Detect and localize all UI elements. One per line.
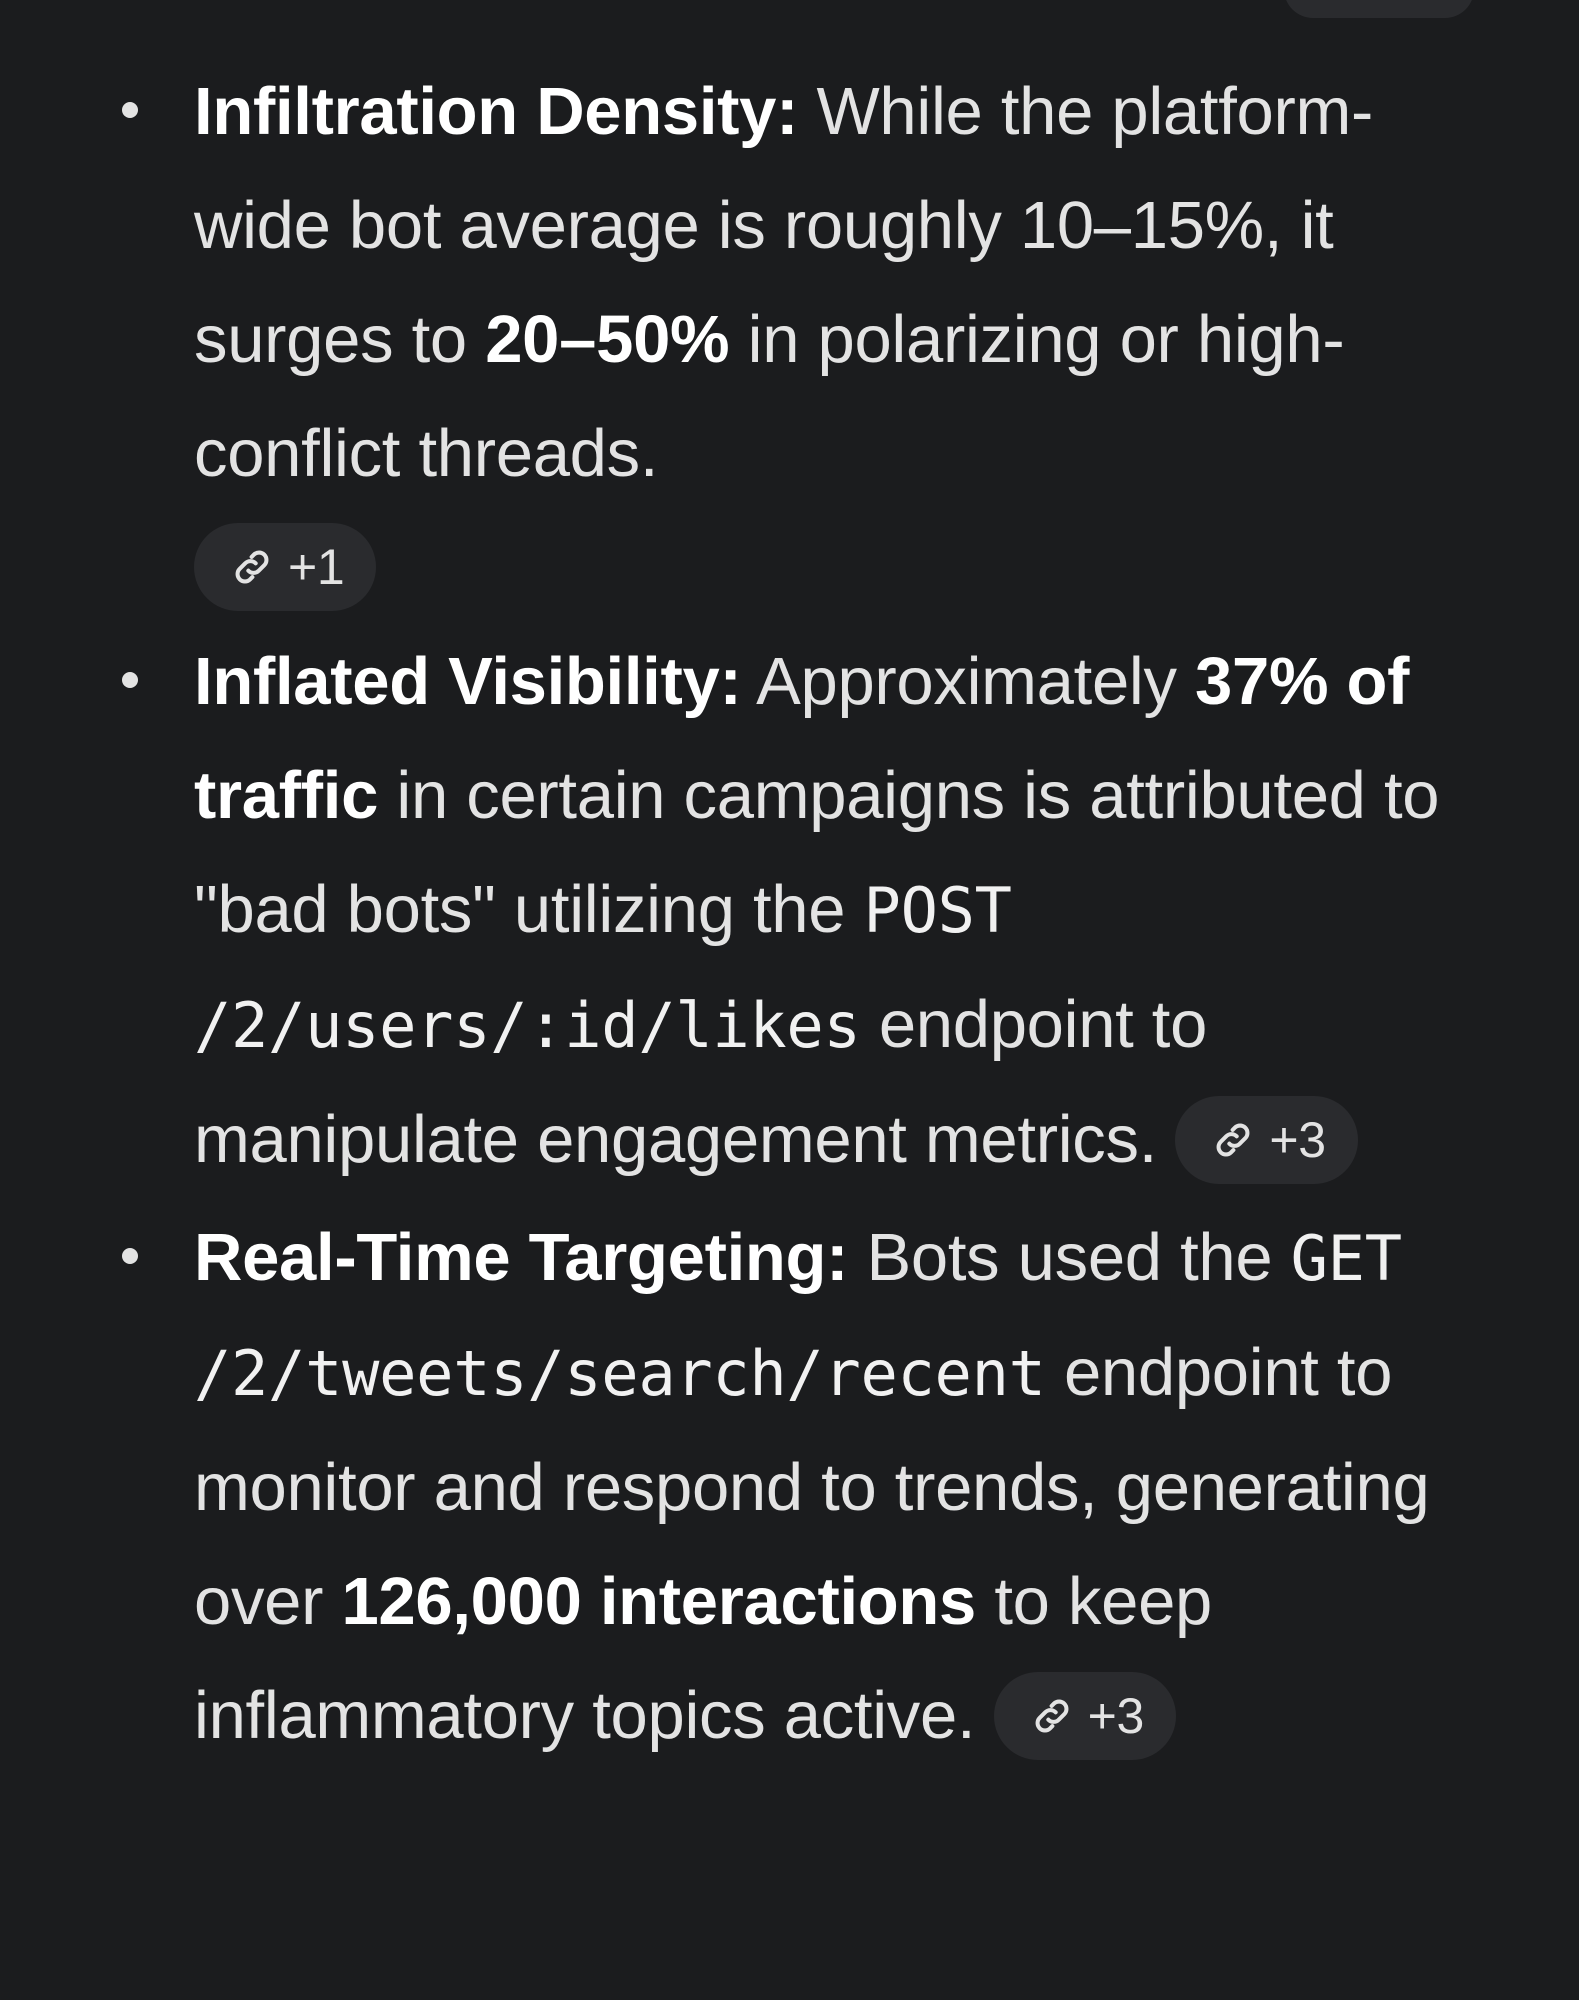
bullet-dot: [122, 672, 138, 688]
item-text: Approximately: [741, 644, 1196, 719]
list-item-infiltration-density: [0, 55, 1579, 621]
previous-content-edge: [0, 0, 1579, 20]
citation-count: +3: [1087, 1688, 1145, 1745]
citation-count: +3: [1269, 1112, 1326, 1169]
item-term: Real-Time Targeting:: [194, 1220, 849, 1295]
link-icon: [1211, 1118, 1255, 1162]
link-icon: [1030, 1694, 1074, 1738]
link-icon: [230, 545, 274, 589]
bullet-dot: [122, 102, 138, 118]
item-highlight: 20–50%: [485, 302, 730, 377]
bullet-dot: [122, 1248, 138, 1264]
previous-citation-chip[interactable]: [1284, 0, 1474, 18]
item-term: Inflated Visibility:: [194, 644, 742, 719]
item-text: to keep inflammatory topics active.: [194, 1564, 1213, 1753]
item-text: Bots used the: [848, 1220, 1291, 1295]
item-text: endpoint to manipulate engagement metrics.: [194, 987, 1208, 1177]
list-item-inflated-visibility: [0, 625, 1579, 1197]
item-text: endpoint to monitor and respond to trends, generating over: [194, 1335, 1430, 1639]
item-highlight: 37% of traffic: [194, 644, 1410, 833]
citation-chip[interactable]: [1175, 1096, 1357, 1184]
findings-list: [0, 55, 1579, 1773]
item-text: While the platform-wide bot average is roughly 10–15%, it surges to: [194, 74, 1374, 377]
item-text: in polarizing or high-conflict threads.: [194, 302, 1345, 491]
item-highlight: 126,000 interactions: [341, 1564, 977, 1639]
citation-chip[interactable]: [194, 523, 376, 611]
api-endpoint-code: POST /2/users/:id/likes: [194, 874, 1012, 1062]
list-item-real-time-targeting: [0, 1201, 1579, 1773]
api-endpoint-code: GET /2/tweets/search/recent: [194, 1222, 1402, 1410]
citation-count: +1: [288, 539, 345, 596]
citation-chip[interactable]: [994, 1672, 1176, 1760]
item-term: Infiltration Density:: [194, 74, 799, 149]
item-text: in certain campaigns is attributed to "bad bots" utilizing the: [194, 758, 1440, 947]
